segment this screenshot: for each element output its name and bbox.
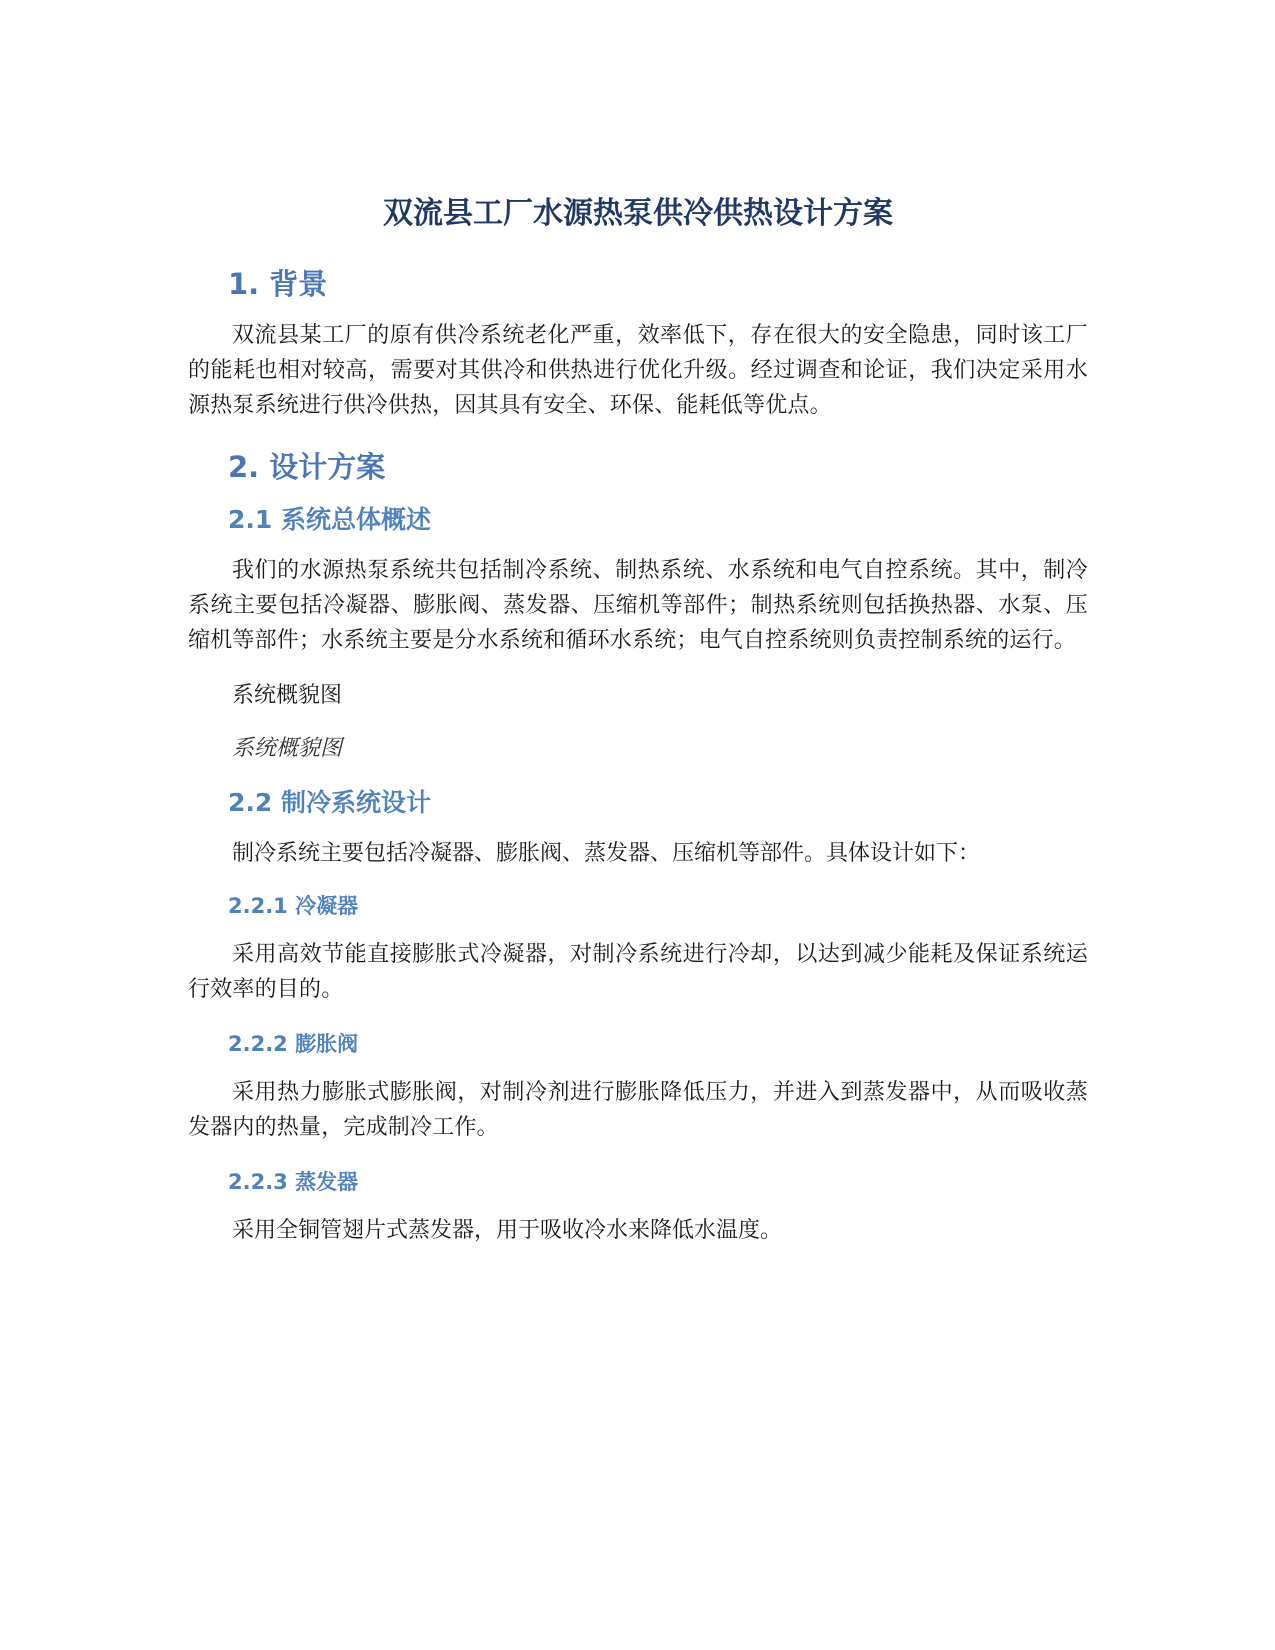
condenser-paragraph: 采用高效节能直接膨胀式冷凝器，对制冷系统进行冷却，以达到减少能耗及保证系统运行效率的目的。 [188, 942, 1088, 1002]
subsubsection-heading-evaporator: 2.2.3 蒸发器 [228, 1170, 359, 1194]
evaporator-paragraph: 采用全铜管翅片式蒸发器，用于吸收冷水来降低水温度。 [232, 1218, 783, 1243]
figure-label: 系统概貌图 [232, 683, 343, 708]
figure-caption: 系统概貌图 [232, 736, 343, 761]
document-title: 双流县工厂水源热泵供冷供热设计方案 [383, 196, 893, 231]
refrigeration-design-paragraph: 制冷系统主要包括冷凝器、膨胀阀、蒸发器、压缩机等部件。具体设计如下： [232, 841, 981, 866]
subsection-heading-refrigeration-design: 2.2 制冷系统设计 [228, 788, 431, 817]
subsubsection-heading-expansion-valve: 2.2.2 膨胀阀 [228, 1032, 359, 1056]
section-heading-design-plan: 2. 设计方案 [228, 450, 386, 484]
subsubsection-heading-condenser: 2.2.1 冷凝器 [228, 894, 359, 918]
section-heading-background: 1. 背景 [228, 267, 328, 301]
system-overview-paragraph: 我们的水源热泵系统共包括制冷系统、制热系统、水系统和电气自控系统。其中，制冷系统主要包括冷凝器、膨胀阀、蒸发器、压缩机等部件；制热系统则包括换热器、水泵、压缩机等部件；水系统主要是分水系统和循环水系统；电气自控系统则负责控制系统的运行。 [188, 558, 1088, 653]
subsection-heading-system-overview: 2.1 系统总体概述 [228, 505, 431, 534]
background-paragraph: 双流县某工厂的原有供冷系统老化严重，效率低下，存在很大的安全隐患，同时该工厂的能耗也相对较高，需要对其供冷和供热进行优化升级。经过调查和论证，我们决定采用水源热泵系统进行供冷供热，因其具有安全、环保、能耗低等优点。 [188, 323, 1088, 418]
expansion-valve-paragraph: 采用热力膨胀式膨胀阀，对制冷剂进行膨胀降低压力，并进入到蒸发器中，从而吸收蒸发器内的热量，完成制冷工作。 [188, 1080, 1088, 1140]
document-body [188, 190, 1088, 1266]
